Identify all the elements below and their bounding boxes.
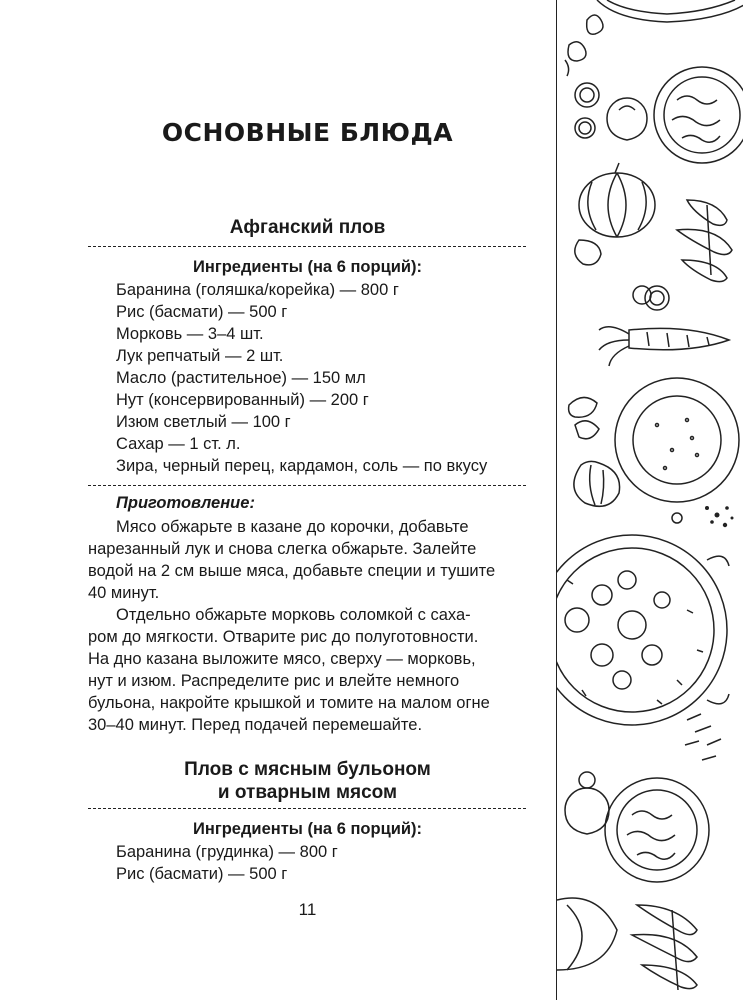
list-item: Лук репчатый — 2 шт. bbox=[116, 347, 284, 365]
dashed-divider bbox=[88, 808, 526, 809]
paragraph-line: бульона, накройте крышкой и томите на малом огне bbox=[88, 694, 490, 712]
list-item: Рис (басмати) — 500 г bbox=[116, 303, 288, 321]
tomato-icon bbox=[607, 98, 647, 140]
recipe-title-line: Плов с мясным бульоном bbox=[184, 759, 431, 780]
dashed-divider bbox=[88, 246, 526, 247]
list-item: Сахар — 1 ст. л. bbox=[116, 435, 241, 453]
list-item: Изюм светлый — 100 г bbox=[116, 413, 291, 431]
chapter-title: ОСНОВНЫЕ БЛЮДА bbox=[161, 118, 454, 147]
paragraph-line: нут и изюм. Распределите рис и влейте немного bbox=[88, 672, 460, 690]
paragraph-line: ром до мягкости. Отварите рис до полуготовности. bbox=[88, 628, 479, 646]
herb-leaf-icon bbox=[569, 397, 599, 438]
paragraph-line: 30–40 минут. Перед подачей перемешайте. bbox=[88, 716, 423, 734]
pepper-bundle-icon bbox=[632, 905, 697, 990]
list-item: Баранина (голяшка/корейка) — 800 г bbox=[116, 281, 399, 299]
tomato-icon bbox=[565, 772, 609, 834]
paragraph-line: нарезанный лук и снова слегка обжарьте. Залейте bbox=[88, 540, 477, 558]
ingredients-header: Ингредиенты (на 6 порций): bbox=[193, 258, 422, 276]
garlic-icon bbox=[575, 240, 601, 265]
pepper-bundle-icon bbox=[677, 200, 732, 282]
herb-leaf-icon bbox=[565, 15, 603, 76]
page-number: 11 bbox=[298, 900, 317, 919]
decorative-food-illustration-panel bbox=[556, 0, 743, 1000]
list-item: Зира, черный перец, кардамон, соль — по вкусу bbox=[116, 457, 488, 475]
onion-rings-icon bbox=[575, 83, 599, 138]
list-item: Рис (басмати) — 500 г bbox=[116, 865, 288, 883]
list-item: Морковь — 3–4 шт. bbox=[116, 325, 264, 343]
ingredients-header: Ингредиенты (на 6 порций): bbox=[193, 820, 422, 838]
onion-rings-icon bbox=[633, 286, 669, 310]
pumpkin-icon bbox=[557, 898, 617, 970]
list-item: Масло (растительное) — 150 мл bbox=[116, 369, 366, 387]
dashed-divider bbox=[88, 485, 526, 486]
flatbread-icon bbox=[615, 378, 739, 502]
preparation-paragraph-2 bbox=[88, 604, 526, 736]
list-item: Баранина (грудинка) — 800 г bbox=[116, 843, 338, 861]
paragraph-line: водой на 2 см выше мяса, добавьте специи и тушите bbox=[88, 562, 496, 580]
plov-plate-icon bbox=[654, 67, 743, 163]
recipe-title-afghan-plov: Афганский плов bbox=[229, 217, 386, 238]
ingredients-list bbox=[116, 279, 487, 477]
recipe-title-line: и отварным мясом bbox=[217, 782, 398, 803]
plov-plate-icon bbox=[605, 778, 709, 882]
list-item: Нут (консервированный) — 200 г bbox=[116, 391, 369, 409]
rice-grains-icon bbox=[685, 714, 721, 760]
paragraph-line: 40 минут. bbox=[88, 584, 160, 602]
preparation-label: Приготовление: bbox=[116, 494, 255, 512]
pea-icon bbox=[672, 513, 682, 523]
recipe-title-plov-broth bbox=[0, 758, 615, 804]
carrot-icon bbox=[599, 327, 729, 366]
garlic-icon bbox=[574, 461, 620, 506]
paragraph-line: Мясо обжарьте в казане до корочки, добавьте bbox=[116, 518, 469, 536]
kazan-plov-icon bbox=[557, 535, 729, 725]
ingredients-list bbox=[116, 841, 338, 885]
pumpkin-icon bbox=[579, 163, 655, 237]
preparation-paragraph-1 bbox=[88, 516, 526, 604]
spice-dots-icon bbox=[705, 506, 734, 527]
paragraph-line: На дно казана выложите мясо, сверху — морковь, bbox=[88, 650, 476, 668]
paragraph-line: Отдельно обжарьте морковь соломкой с саха- bbox=[116, 606, 471, 624]
bowl-icon bbox=[597, 0, 743, 22]
